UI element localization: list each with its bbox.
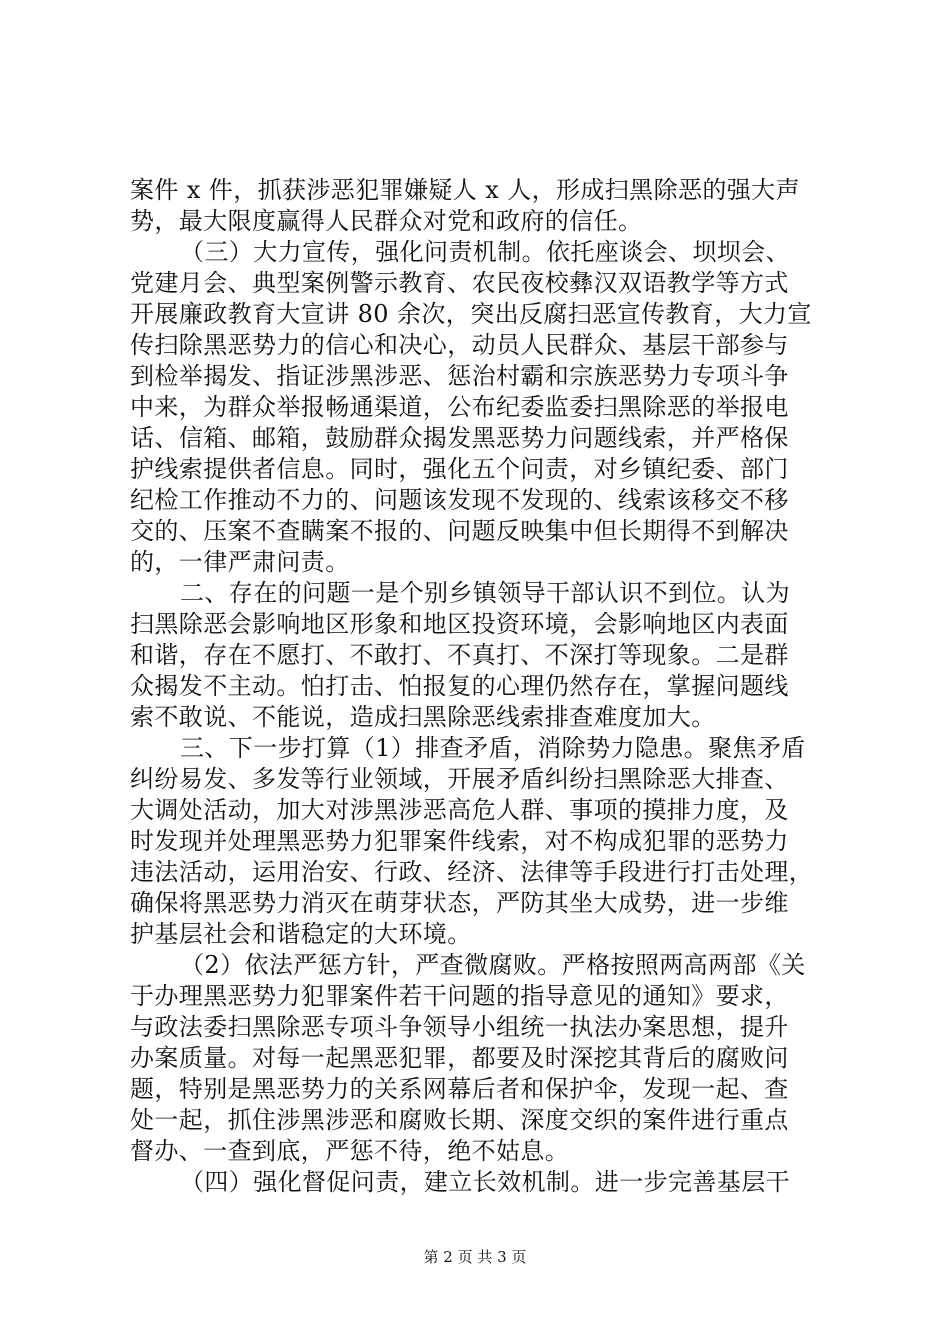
body-text-line: 案件 x 件，抓获涉恶犯罪嫌疑人 x 人，形成扫黑除恶的强大声 [130, 176, 800, 204]
body-text-line: 传扫除黑恶势力的信心和决心，动员人民群众、基层干部参与 [130, 331, 789, 359]
body-text-line: 与政法委扫黑除恶专项斗争领导小组统一执法办案思想，提升 [130, 1013, 789, 1041]
body-text-line: 开展廉政教育大宣讲 80 余次，突出反腐扫恶宣传教育，大力宣 [130, 300, 812, 328]
body-text-line: 护基层社会和谐稳定的大环境。 [130, 920, 472, 948]
body-text-line: 势，最大限度赢得人民群众对党和政府的信任。 [130, 207, 643, 235]
body-text-line: 违法活动，运用治安、行政、经济、法律等手段进行打击处理， [130, 858, 814, 886]
body-text-line: 纠纷易发、多发等行业领域，开展矛盾纠纷扫黑除恶大排查、 [130, 765, 789, 793]
body-text-line: 大调处活动，加大对涉黑涉恶高危人群、事项的摸排力度，及 [130, 796, 789, 824]
body-text-line: 于办理黑恶势力犯罪案件若干问题的指导意见的通知》要求， [130, 982, 789, 1010]
body-text-line: 护线索提供者信息。同时，强化五个问责，对乡镇纪委、部门 [130, 455, 789, 483]
body-text-line: 处一起，抓住涉黑涉恶和腐败长期、深度交织的案件进行重点 [130, 1106, 789, 1134]
body-text-line: 督办、一查到底，严惩不待，绝不姑息。 [130, 1137, 570, 1165]
page-number-footer: 第 2 页 共 3 页 [423, 1248, 527, 1266]
body-text-line: 党建月会、典型案例警示教育、农民夜校彝汉双语教学等方式 [130, 269, 789, 297]
body-text-line: 确保将黑恶势力消灭在萌芽状态，严防其坐大成势，进一步维 [130, 889, 789, 917]
body-text-line: （2）依法严惩方针，严查微腐败。严格按照两高两部《关 [180, 951, 806, 979]
body-text-line: 和谐，存在不愿打、不敢打、不真打、不深打等现象。二是群 [130, 641, 789, 669]
body-text-line: 众揭发不主动。怕打击、怕报复的心理仍然存在，掌握问题线 [130, 672, 789, 700]
body-text-line: 的，一律严肃问责。 [130, 548, 350, 576]
body-text-line: 话、信箱、邮箱，鼓励群众揭发黑恶势力问题线索，并严格保 [130, 424, 789, 452]
body-text-line: （三）大力宣传，强化问责机制。依托座谈会、坝坝会、 [180, 238, 790, 266]
body-text-line: （四）强化督促问责，建立长效机制。进一步完善基层干 [180, 1168, 790, 1196]
body-text-line: 交的、压案不查瞒案不报的、问题反映集中但长期得不到解决 [130, 517, 789, 545]
body-text-line: 办案质量。对每一起黑恶犯罪，都要及时深挖其背后的腐败问 [130, 1044, 789, 1072]
body-text-line: 时发现并处理黑恶势力犯罪案件线索，对不构成犯罪的恶势力 [130, 827, 789, 855]
body-text-line: 二、存在的问题一是个别乡镇领导干部认识不到位。认为 [180, 579, 790, 607]
body-text-line: 三、下一步打算（1）排查矛盾，消除势力隐患。聚焦矛盾 [180, 734, 806, 762]
body-text-line: 题，特别是黑恶势力的关系网幕后者和保护伞，发现一起、查 [130, 1075, 789, 1103]
body-text-line: 中来，为群众举报畅通渠道，公布纪委监委扫黑除恶的举报电 [130, 393, 789, 421]
body-text-line: 到检举揭发、指证涉黑涉恶、惩治村霸和宗族恶势力专项斗争 [130, 362, 789, 390]
body-text-line: 索不敢说、不能说，造成扫黑除恶线索排查难度加大。 [130, 703, 716, 731]
body-text-line: 扫黑除恶会影响地区形象和地区投资环境，会影响地区内表面 [130, 610, 789, 638]
body-text-line: 纪检工作推动不力的、问题该发现不发现的、线索该移交不移 [130, 486, 789, 514]
